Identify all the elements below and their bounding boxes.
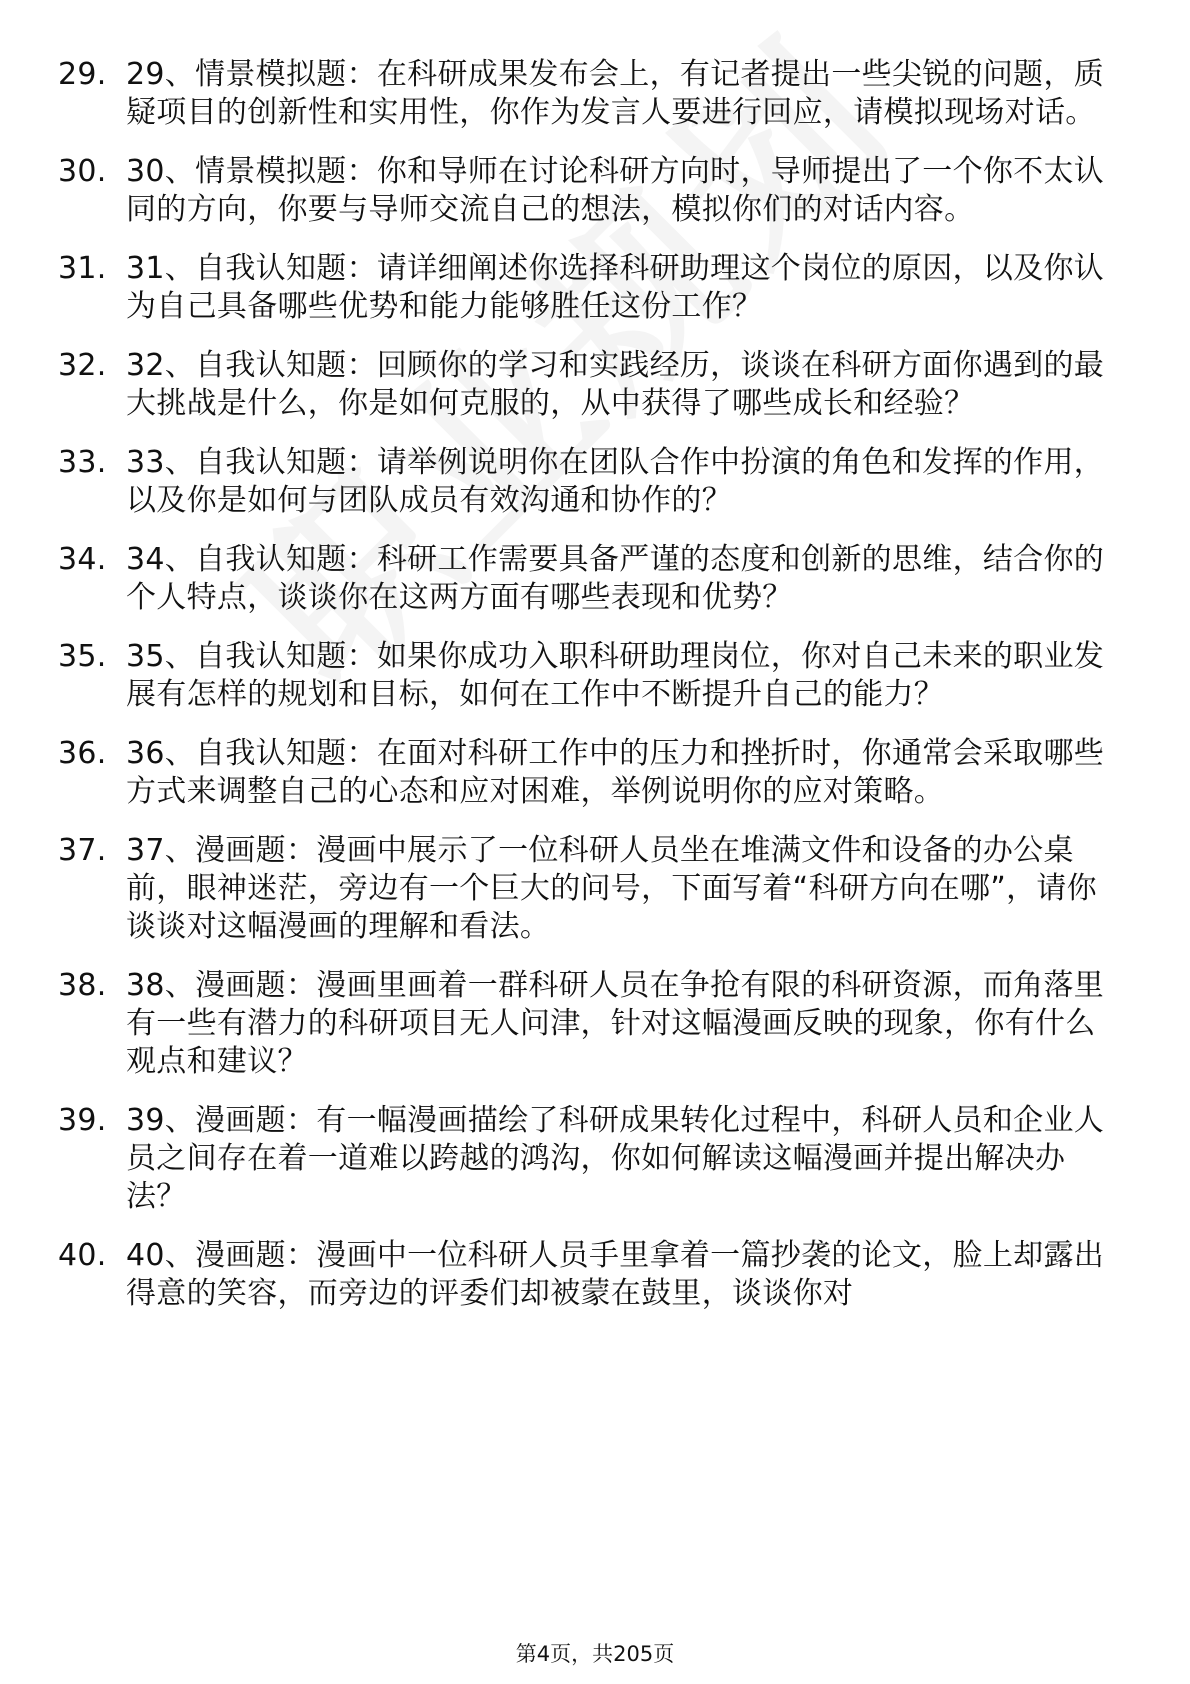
- question-number: 36.: [58, 736, 107, 771]
- question-text: 32、自我认知题：回顾你的学习和实践经历，谈谈在科研方面你遇到的最大挑战是什么，你是如何克服的，从中获得了哪些成长和经验？: [126, 348, 1105, 421]
- list-item: [58, 638, 1118, 714]
- question-number: 39.: [58, 1103, 107, 1138]
- question-number: 30.: [58, 154, 107, 189]
- list-item: [58, 444, 1118, 520]
- list-item: [58, 832, 1118, 946]
- list-item: [58, 967, 1118, 1081]
- list-item: [58, 153, 1118, 229]
- question-text: 38、漫画题：漫画里画着一群科研人员在争抢有限的科研资源，而角落里有一些有潜力的科研项目无人问津，针对这幅漫画反映的现象，你有什么观点和建议？: [126, 968, 1105, 1079]
- question-number: 33.: [58, 445, 107, 480]
- question-text: 31、自我认知题：请详细阐述你选择科研助理这个岗位的原因，以及你认为自己具备哪些优势和能力能够胜任这份工作？: [126, 251, 1105, 324]
- question-text: 33、自我认知题：请举例说明你在团队合作中扮演的角色和发挥的作用，以及你是如何与团队成员有效沟通和协作的？: [126, 445, 1105, 518]
- list-item: [58, 250, 1118, 326]
- question-number: 29.: [58, 57, 107, 92]
- list-item: [58, 735, 1118, 811]
- question-number: 37.: [58, 833, 107, 868]
- question-text: 39、漫画题：有一幅漫画描绘了科研成果转化过程中，科研人员和企业人员之间存在着一道难以跨越的鸿沟，你如何解读这幅漫画并提出解决办法？: [126, 1103, 1105, 1214]
- question-number: 31.: [58, 251, 107, 286]
- list-item: [58, 347, 1118, 423]
- list-item: [58, 56, 1118, 132]
- question-text: 35、自我认知题：如果你成功入职科研助理岗位，你对自己未来的职业发展有怎样的规划和目标，如何在工作中不断提升自己的能力？: [126, 639, 1105, 712]
- question-number: 38.: [58, 968, 107, 1003]
- question-text: 40、漫画题：漫画中一位科研人员手里拿着一篇抄袭的论文，脸上却露出得意的笑容，而旁边的评委们却被蒙在鼓里，谈谈你对: [126, 1238, 1105, 1311]
- question-number: 35.: [58, 639, 107, 674]
- question-text: 37、漫画题：漫画中展示了一位科研人员坐在堆满文件和设备的办公桌前，眼神迷茫，旁边有一个巨大的问号，下面写着“科研方向在哪”，请你谈谈对这幅漫画的理解和看法。: [126, 833, 1097, 944]
- question-text: 36、自我认知题：在面对科研工作中的压力和挫折时，你通常会采取哪些方式来调整自己的心态和应对困难，举例说明你的应对策略。: [126, 736, 1105, 809]
- question-text: 34、自我认知题：科研工作需要具备严谨的态度和创新的思维，结合你的个人特点，谈谈你在这两方面有哪些表现和优势？: [126, 542, 1105, 615]
- list-item: [58, 541, 1118, 617]
- question-list: [58, 56, 1118, 1334]
- question-text: 29、情景模拟题：在科研成果发布会上，有记者提出一些尖锐的问题，质疑项目的创新性和实用性，你作为发言人要进行回应，请模拟现场对话。: [126, 57, 1105, 130]
- question-number: 40.: [58, 1238, 107, 1273]
- question-number: 32.: [58, 348, 107, 383]
- list-item: [58, 1237, 1118, 1313]
- question-number: 34.: [58, 542, 107, 577]
- list-item: [58, 1102, 1118, 1216]
- question-text: 30、情景模拟题：你和导师在讨论科研方向时，导师提出了一个你不太认同的方向，你要与导师交流自己的想法，模拟你们的对话内容。: [126, 154, 1105, 227]
- page-indicator: 第4页，共205页: [515, 1642, 675, 1666]
